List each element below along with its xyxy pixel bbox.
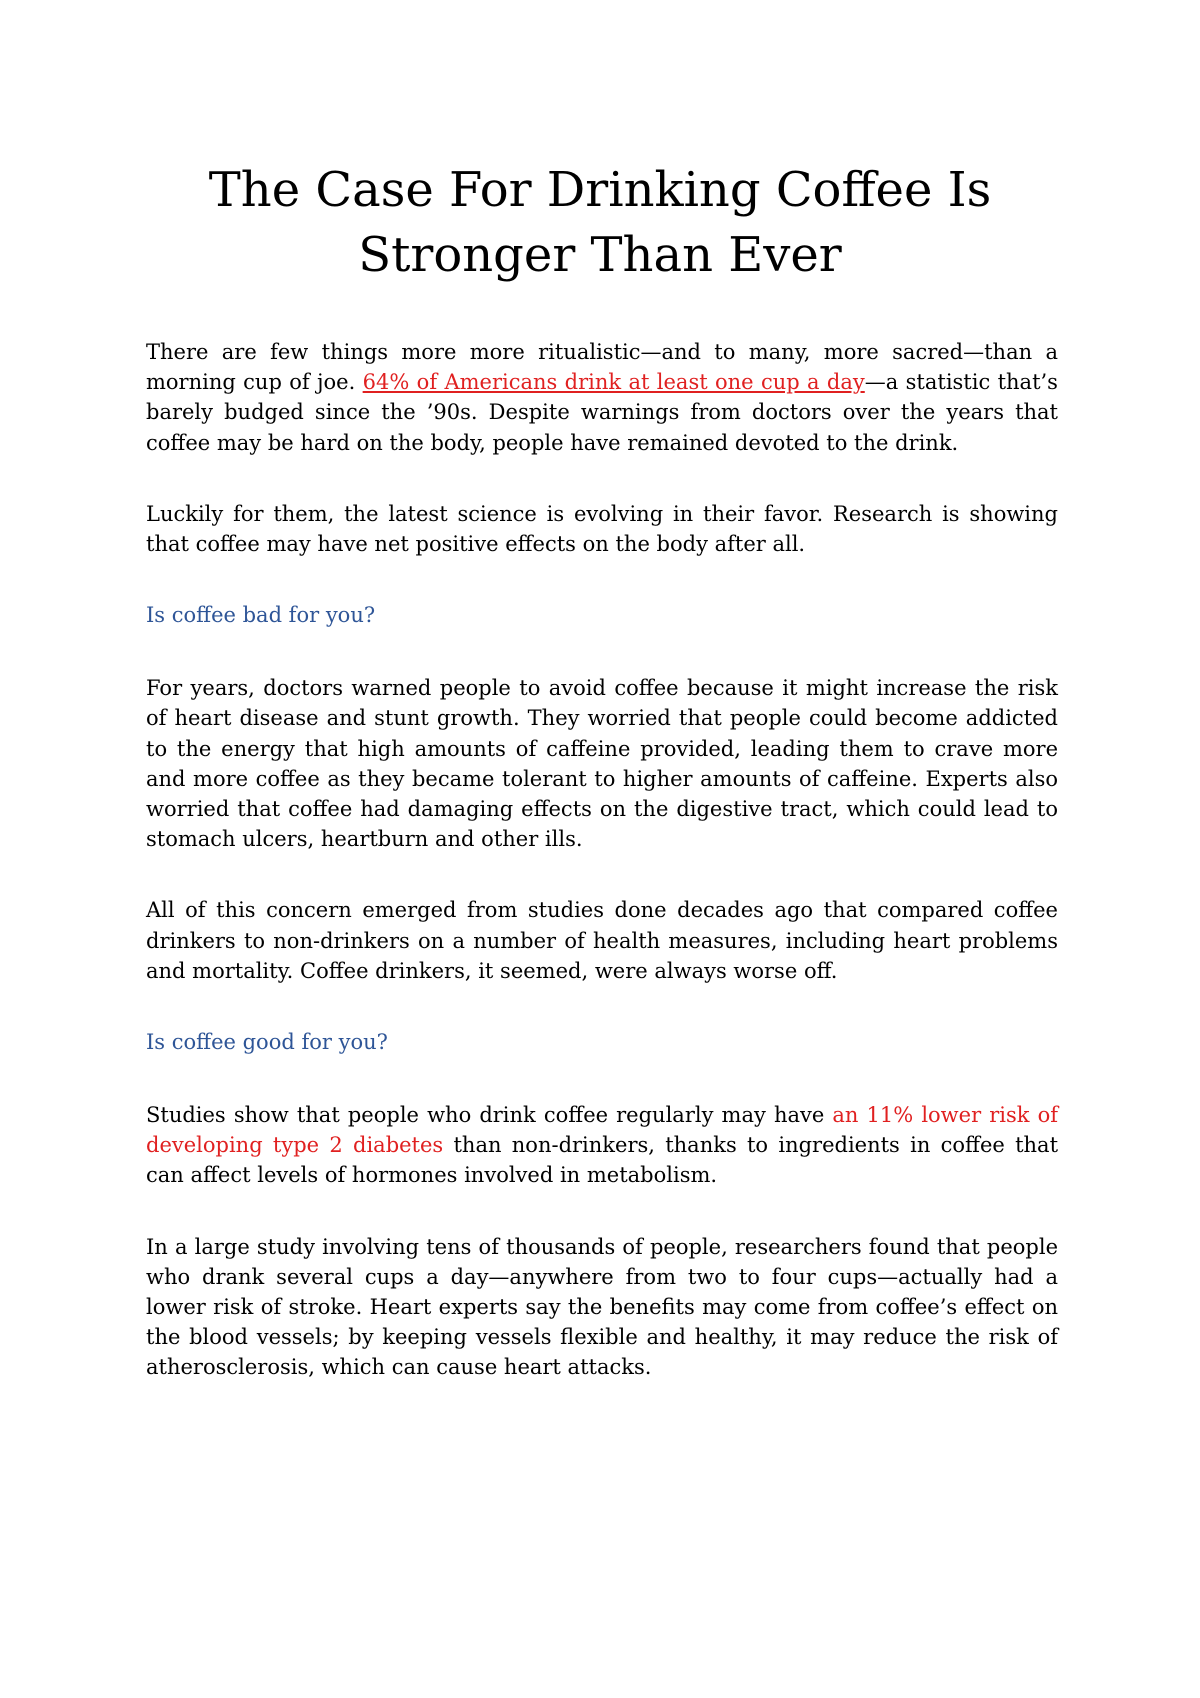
section-heading-bad: Is coffee bad for you? — [146, 603, 376, 628]
intro-text-before-link: There are few things more more ritualistic—and to many, more sacred—than a morning cup of joe. — [146, 340, 1058, 395]
studies-paragraph: All of this concern emerged from studies done decades ago that compared coffee drinkers to non-drinkers on a number of health measures, including heart problems and mortality. Coffee drinkers, it seemed, were always worse off. — [146, 898, 1058, 983]
article-title: The Case For Drinking Coffee Is Stronger Than Ever — [208, 162, 992, 283]
intro-text-after-link: —a statistic that’s barely budged since the ’90s. Despite warnings from doctors over the years that coffee may be hard on the body, people have remained devoted to the drink. — [146, 370, 1058, 455]
diabetes-highlight: an 11% lower risk of developing type 2 diabetes — [146, 1103, 1058, 1158]
stroke-paragraph: In a large study involving tens of thousands of people, researchers found that people who drank several cups a day—anywhere from two to four cups—actually had a lower risk of stroke. Heart experts say the benefits may come from coffee’s effect on the blood vessels; by keeping vessels flexible and healthy, it may reduce the risk of atherosclerosis, which can cause heart attacks. — [146, 1234, 1058, 1380]
intro-paragraph — [146, 337, 1058, 458]
diabetes-text-before: Studies show that people who drink coffee regularly may have — [146, 1103, 833, 1128]
science-paragraph: Luckily for them, the latest science is evolving in their favor. Research is showing that coffee may have net positive effects on the body after all. — [146, 501, 1058, 557]
section-heading-good: Is coffee good for you? — [146, 1030, 388, 1055]
americans-statistic-link[interactable]: 64% of Americans drink at least one cup a day — [362, 370, 865, 395]
article-body — [146, 337, 1058, 1383]
warnings-paragraph: For years, doctors warned people to avoid coffee because it might increase the risk of heart disease and stunt growth. They worried that people could become addicted to the energy that high amounts of caffeine provided, leading them to crave more and more coffee as they became tolerant to higher amounts of caffeine. Experts also worried that coffee had damaging effects on the digestive tract, which could lead to stomach ulcers, heartburn and other ills. — [146, 676, 1058, 852]
diabetes-text-after: than non-drinkers, thanks to ingredients in coffee that can affect levels of hormones involved in metabolism. — [146, 1133, 1059, 1188]
diabetes-paragraph — [146, 1100, 1058, 1191]
